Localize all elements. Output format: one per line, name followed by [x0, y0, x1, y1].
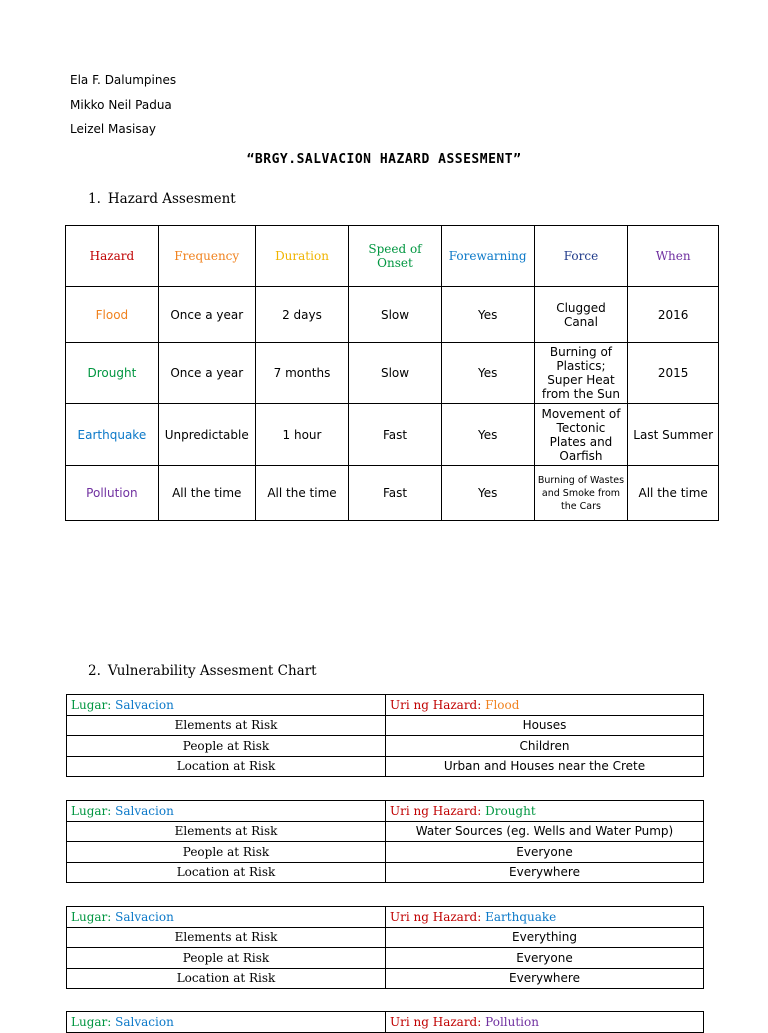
table-row: [67, 927, 704, 948]
lugar-value: Salvacion: [115, 1014, 174, 1029]
row-label: Elements at Risk: [67, 927, 386, 948]
row-label: Elements at Risk: [67, 821, 386, 842]
author-name: Mikko Neil Padua: [70, 97, 172, 112]
when-cell: 2016: [628, 287, 719, 343]
forewarning-cell: Yes: [441, 343, 534, 404]
table-row: [67, 736, 704, 757]
hazard-type-cell: [386, 801, 704, 822]
uring-label: Uri ng Hazard:: [390, 909, 482, 924]
when-cell: Last Summer: [628, 404, 719, 466]
author-name: Leizel Masisay: [70, 122, 157, 136]
vulnerability-chart-pollution: [66, 1011, 704, 1033]
header-duration: Duration: [255, 226, 349, 287]
lugar-label: Lugar:: [71, 1014, 112, 1029]
vulnerability-chart-drought: [66, 800, 704, 883]
forewarning-cell: Yes: [441, 287, 534, 343]
hazard-value: Earthquake: [485, 909, 557, 924]
table-row: [67, 821, 704, 842]
table-row: [67, 862, 704, 883]
speed-cell: Fast: [349, 404, 441, 466]
table-row: [67, 948, 704, 969]
table-row: [67, 756, 704, 777]
frequency-cell: All the time: [158, 466, 255, 521]
row-label: People at Risk: [67, 842, 386, 863]
hazard-type-cell: [386, 907, 704, 928]
frequency-cell: Unpredictable: [158, 404, 255, 466]
lugar-cell: [67, 695, 386, 716]
lugar-cell: [67, 907, 386, 928]
lugar-cell: [67, 801, 386, 822]
lugar-label: Lugar:: [71, 697, 112, 712]
hazard-value: Flood: [485, 697, 520, 712]
force-cell: Movement of Tectonic Plates and Oarfish: [534, 404, 628, 466]
chart-header-row: [67, 695, 704, 716]
hazard-cell: Flood: [66, 287, 159, 343]
speed-cell: Fast: [349, 466, 441, 521]
chart-header-row: [67, 907, 704, 928]
hazard-cell: Earthquake: [66, 404, 159, 466]
speed-cell: Slow: [349, 287, 441, 343]
author-name: Ela F. Dalumpines: [70, 73, 177, 87]
row-value: Everywhere: [386, 862, 704, 883]
header-forewarning: Forewarning: [441, 226, 534, 287]
header-hazard: Hazard: [66, 226, 159, 287]
document-title: “BRGY.SALVACION HAZARD ASSESMENT”: [246, 152, 522, 167]
lugar-value: Salvacion: [115, 909, 174, 924]
table-row: [67, 968, 704, 989]
row-value: Children: [386, 736, 704, 757]
row-value: Everyone: [386, 842, 704, 863]
table-row: [66, 404, 719, 466]
row-label: Location at Risk: [67, 756, 386, 777]
duration-cell: 7 months: [255, 343, 349, 404]
section-heading-hazard: [88, 191, 236, 207]
forewarning-cell: Yes: [441, 404, 534, 466]
chart-header-row: [67, 1012, 704, 1033]
row-value: Houses: [386, 715, 704, 736]
duration-cell: All the time: [255, 466, 349, 521]
uring-label: Uri ng Hazard:: [390, 697, 482, 712]
row-value: Water Sources (eg. Wells and Water Pump): [386, 821, 704, 842]
lugar-cell: [67, 1012, 386, 1033]
uring-label: Uri ng Hazard:: [390, 1014, 482, 1029]
uring-label: Uri ng Hazard:: [390, 803, 482, 818]
row-label: People at Risk: [67, 948, 386, 969]
row-value: Everywhere: [386, 968, 704, 989]
section-number: 2.: [88, 663, 101, 679]
table-row: [66, 466, 719, 521]
author-list: [70, 68, 176, 142]
section-number: 1.: [88, 191, 101, 207]
table-row: [66, 287, 719, 343]
header-when: When: [628, 226, 719, 287]
lugar-label: Lugar:: [71, 803, 112, 818]
forewarning-cell: Yes: [441, 466, 534, 521]
hazard-value: Pollution: [485, 1014, 539, 1029]
duration-cell: 1 hour: [255, 404, 349, 466]
chart-header-row: [67, 801, 704, 822]
header-speed-of-onset: Speed of Onset: [349, 226, 441, 287]
frequency-cell: Once a year: [158, 343, 255, 404]
hazard-cell: Pollution: [66, 466, 159, 521]
hazard-cell: Drought: [66, 343, 159, 404]
row-label: Location at Risk: [67, 862, 386, 883]
section-heading-vulnerability: [88, 663, 317, 679]
hazard-type-cell: [386, 1012, 704, 1033]
row-label: Location at Risk: [67, 968, 386, 989]
force-cell: Burning of Plastics; Super Heat from the Sun: [534, 343, 628, 404]
table-header-row: [66, 226, 719, 287]
lugar-value: Salvacion: [115, 697, 174, 712]
hazard-assessment-table: [65, 225, 719, 521]
frequency-cell: Once a year: [158, 287, 255, 343]
table-row: [67, 842, 704, 863]
when-cell: 2015: [628, 343, 719, 404]
speed-cell: Slow: [349, 343, 441, 404]
vulnerability-chart-earthquake: [66, 906, 704, 989]
force-cell: Clugged Canal: [534, 287, 628, 343]
row-label: Elements at Risk: [67, 715, 386, 736]
row-value: Everyone: [386, 948, 704, 969]
duration-cell: 2 days: [255, 287, 349, 343]
hazard-type-cell: [386, 695, 704, 716]
section-title: Hazard Assesment: [107, 191, 236, 207]
section-title: Vulnerability Assesment Chart: [107, 663, 317, 679]
force-cell: Burning of Wastes and Smoke from the Cars: [534, 466, 628, 521]
table-row: [66, 343, 719, 404]
hazard-value: Drought: [485, 803, 536, 818]
table-row: [67, 715, 704, 736]
header-frequency: Frequency: [158, 226, 255, 287]
header-force: Force: [534, 226, 628, 287]
row-value: Everything: [386, 927, 704, 948]
row-label: People at Risk: [67, 736, 386, 757]
lugar-label: Lugar:: [71, 909, 112, 924]
lugar-value: Salvacion: [115, 803, 174, 818]
row-value: Urban and Houses near the Crete: [386, 756, 704, 777]
when-cell: All the time: [628, 466, 719, 521]
vulnerability-chart-flood: [66, 694, 704, 777]
